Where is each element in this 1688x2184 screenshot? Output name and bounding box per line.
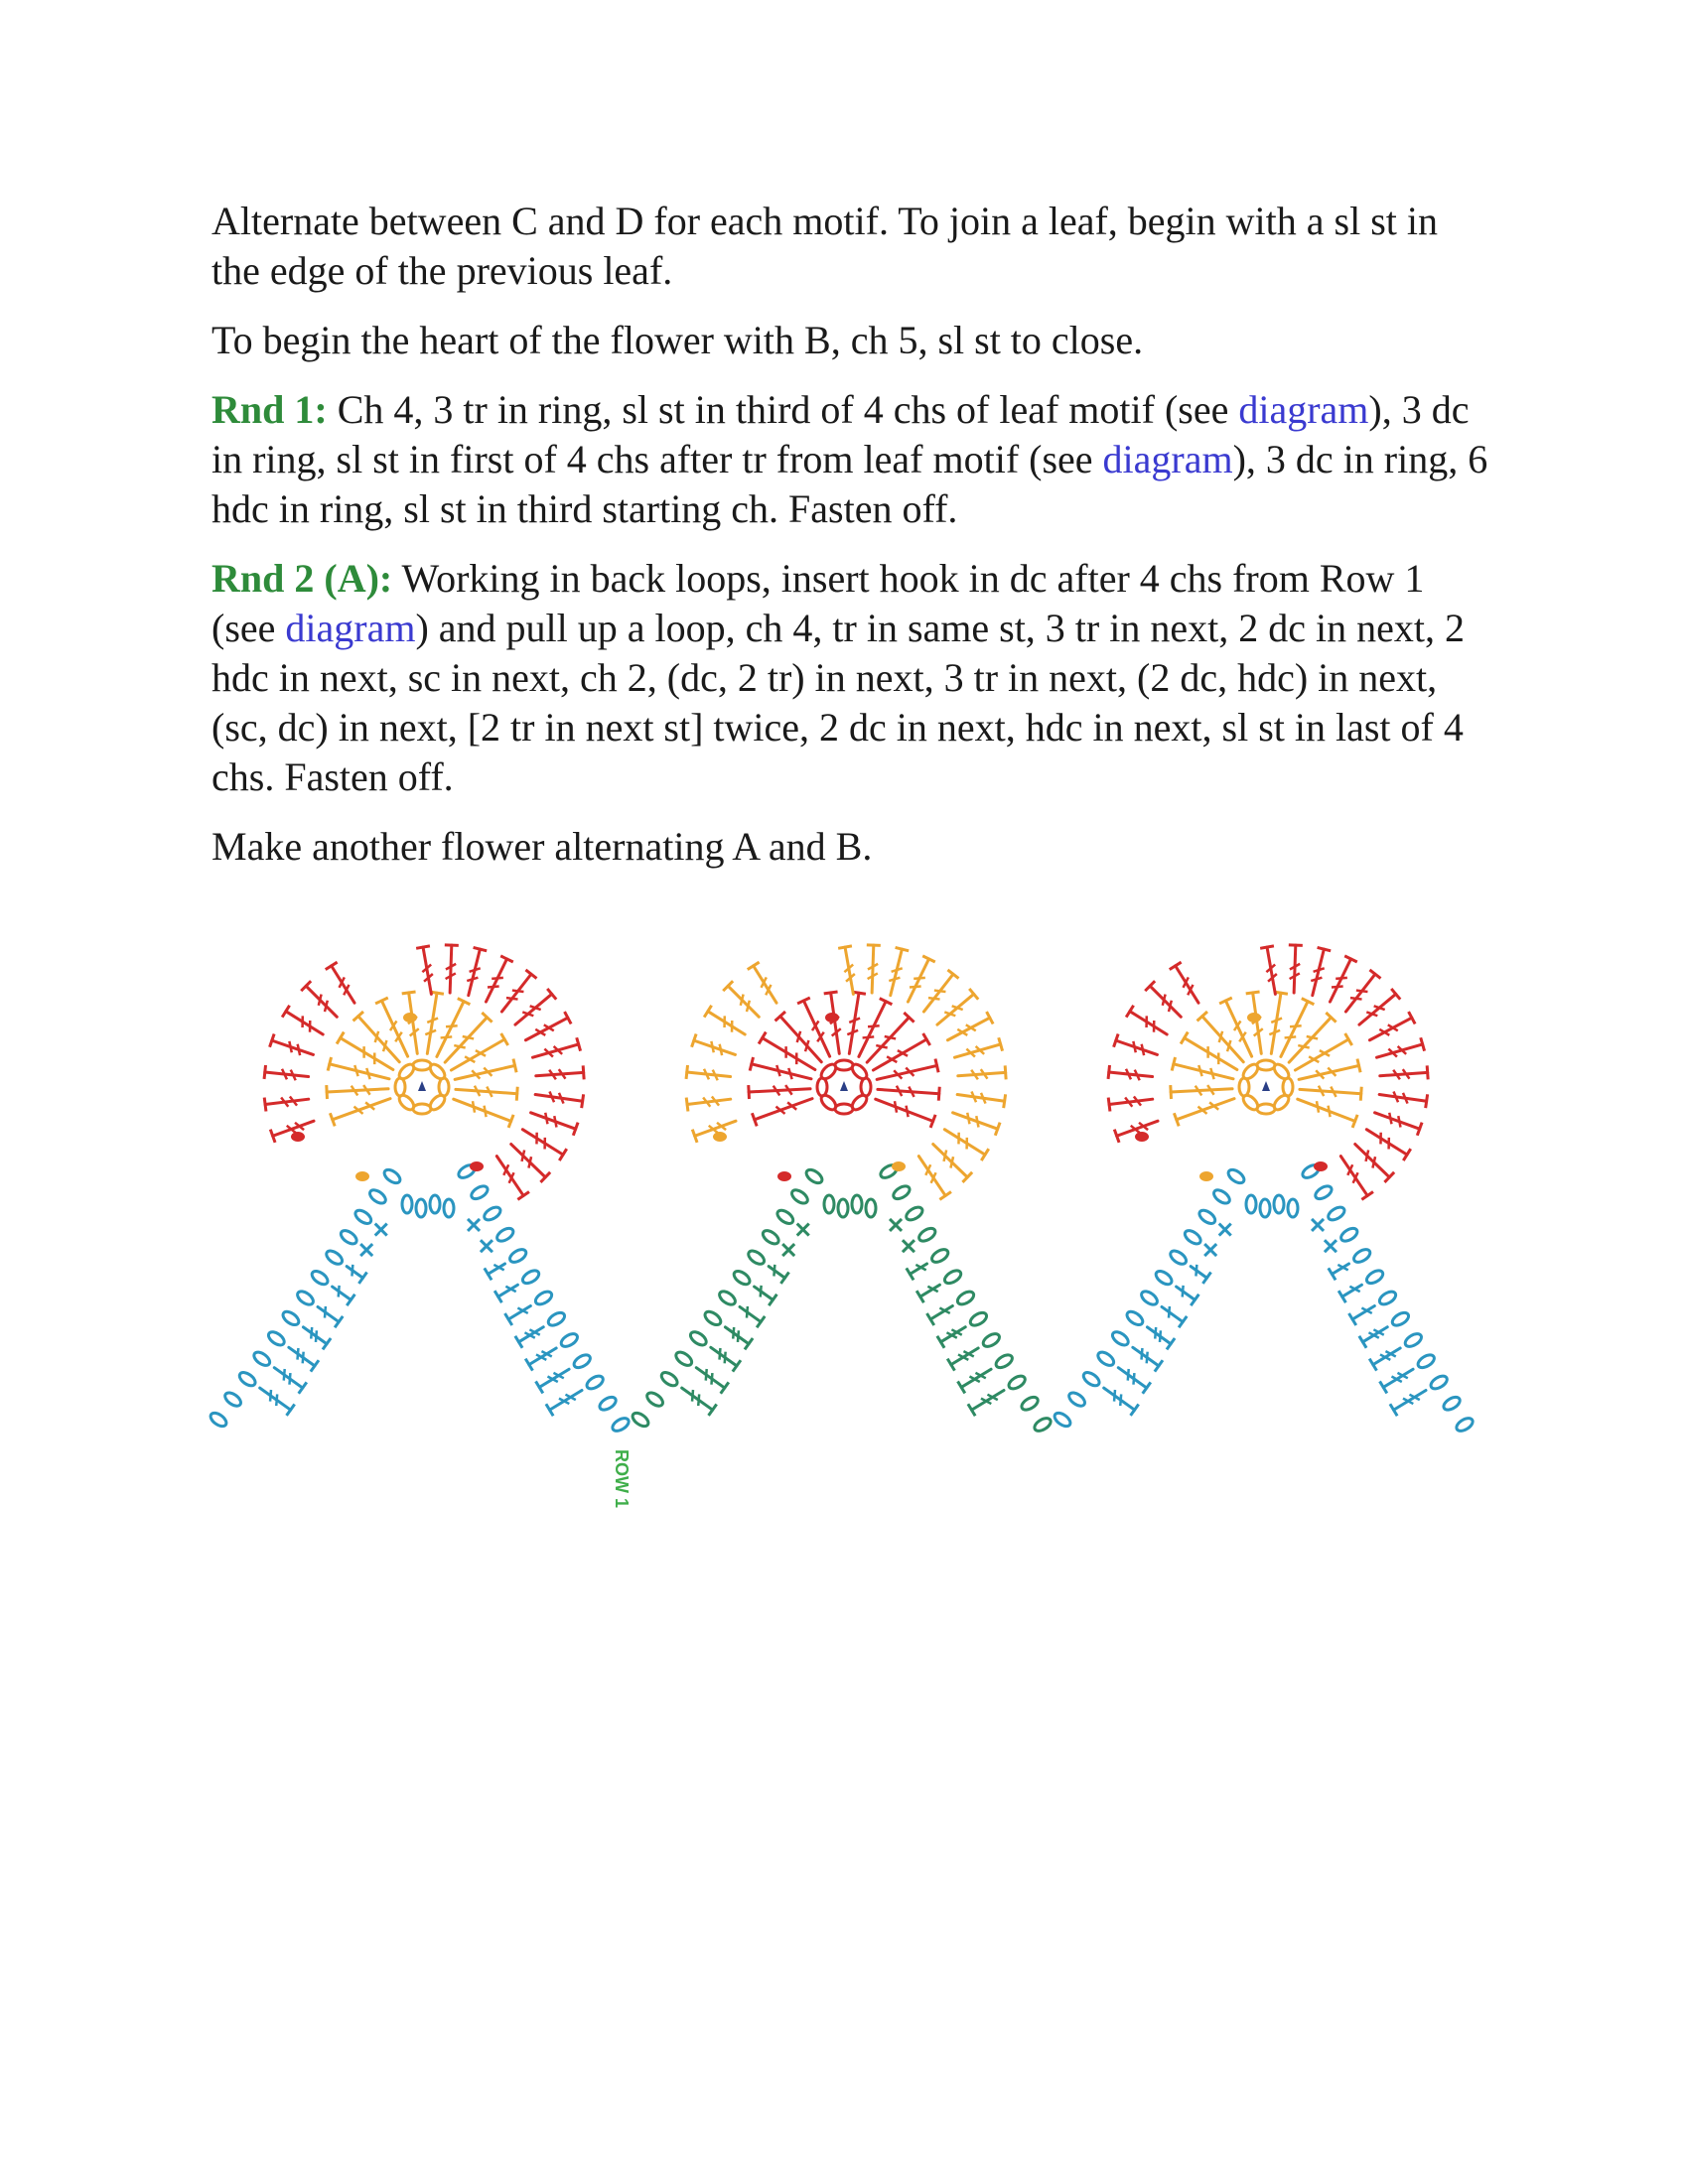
round-1-text-c: ), 3 dc in ring, 6 hdc in ring, sl st in third starting ch. Fasten off. — [211, 437, 1488, 531]
flower-motif — [631, 945, 1054, 1433]
diagram-link[interactable]: diagram — [285, 606, 416, 650]
round-1-text-a: Ch 4, 3 tr in ring, sl st in third of 4 chs of leaf motif (see — [327, 387, 1239, 432]
flower-motif — [209, 945, 632, 1433]
instructions-text — [211, 197, 1492, 891]
paragraph-round-1 — [211, 385, 1492, 534]
paragraph-alternate: Alternate between C and D for each motif. To join a leaf, begin with a sl st in the edge of the previous leaf. — [211, 199, 1438, 293]
crochet-chart-diagram — [199, 898, 1489, 1544]
round-2-text-b: ) and pull up a loop, ch 4, tr in same st, 3 tr in next, 2 dc in next, 2 hdc in next, sc in next, ch 2, (dc, 2 tr) in next, 3 tr in next, (2 dc, hdc) in next, (sc, dc) in next, [2 tr in next st] twice, 2 dc in next, hdc in next, sl st in last of 4 chs. Fasten off. — [211, 606, 1465, 799]
paragraph-heart-start: To begin the heart of the flower with B, ch 5, sl st to close. — [211, 318, 1144, 362]
round-2-text-a: Working in back loops, insert hook in dc after 4 chs from Row 1 (see — [211, 556, 1425, 650]
paragraph-make-another: Make another flower alternating A and B. — [211, 824, 873, 869]
round-2-label: Rnd 2 (A): — [211, 556, 393, 601]
paragraph-round-2 — [211, 554, 1492, 802]
row-label: ROW 1 — [612, 1449, 632, 1509]
round-1-label: Rnd 1: — [211, 387, 328, 432]
round-1-text-b: ), 3 dc in ring, sl st in first of 4 chs after tr from leaf motif (see — [211, 387, 1470, 481]
diagram-link[interactable]: diagram — [1102, 437, 1233, 481]
flower-motif — [1053, 945, 1476, 1433]
diagram-link[interactable]: diagram — [1238, 387, 1369, 432]
